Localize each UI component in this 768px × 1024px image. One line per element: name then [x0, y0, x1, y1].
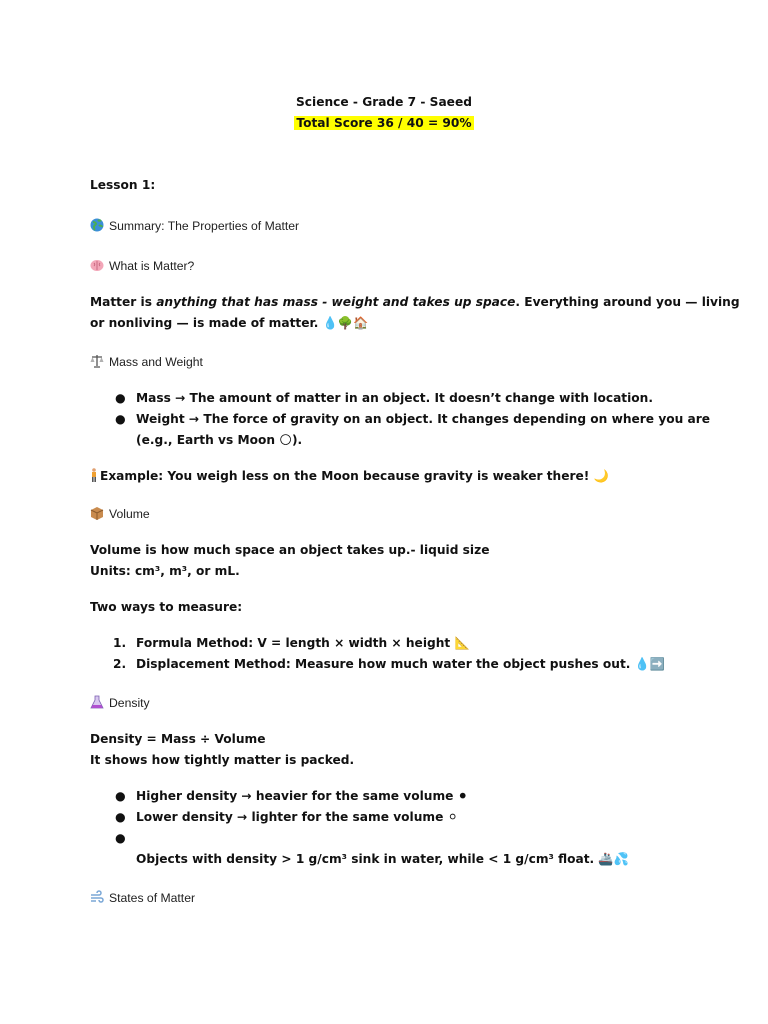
bullet-marker: ●	[115, 789, 126, 803]
lower-density-bullet: Lower density → lighter for the same volume ⚪	[136, 810, 458, 824]
lesson-label: Lesson 1:	[90, 178, 156, 192]
example-line	[90, 466, 609, 487]
volume-heading-text: Volume	[109, 507, 150, 521]
total-score-highlight: Total Score 36 / 40 = 90%	[296, 116, 472, 130]
matter-paragraph-line1	[90, 292, 740, 313]
matter-heading	[90, 256, 194, 277]
weight-bullet-cont: (e.g., Earth vs Moon 🌕).	[136, 433, 303, 447]
density-heading	[90, 693, 150, 714]
bullet-marker: ●	[115, 412, 126, 426]
displacement-method-item: Displacement Method: Measure how much water the object pushes out. 💧➡️	[136, 657, 665, 671]
mass-weight-heading	[90, 352, 203, 373]
list-number: 2.	[113, 657, 127, 671]
higher-density-bullet: Higher density → heavier for the same volume ⚫	[136, 789, 468, 803]
measure-intro: Two ways to measure:	[90, 600, 243, 614]
document-title: Science - Grade 7 - Saeed	[296, 95, 472, 109]
bullet-marker: ●	[115, 831, 126, 845]
volume-definition: Volume is how much space an object takes up.- liquid size	[90, 543, 490, 557]
volume-heading	[90, 504, 150, 525]
package-icon	[90, 506, 104, 520]
density-heading-text: Density	[109, 696, 150, 710]
score-line	[0, 113, 768, 134]
bullet-marker: ●	[115, 391, 126, 405]
matter-p1-start: Matter is	[90, 295, 157, 309]
example-text: Example: You weigh less on the Moon because gravity is weaker there! 🌙	[100, 469, 609, 483]
density-formula: Density = Mass ÷ Volume	[90, 732, 266, 746]
matter-emoji: 💧🌳🏠	[322, 316, 369, 330]
density-explanation: It shows how tightly matter is packed.	[90, 753, 355, 767]
globe-icon	[90, 218, 104, 232]
mass-weight-heading-text: Mass and Weight	[109, 355, 203, 369]
matter-p1-end: . Everything around you — living	[515, 295, 740, 309]
brain-icon	[90, 258, 104, 272]
matter-definition: anything that has mass - weight and takes up space	[156, 295, 516, 309]
volume-units: Units: cm³, m³, or mL.	[90, 564, 240, 578]
bullet-marker: ●	[115, 810, 126, 824]
matter-p2-text: or nonliving — is made of matter.	[90, 316, 319, 330]
matter-paragraph-line2	[90, 313, 368, 334]
mass-bullet: Mass → The amount of matter in an object. It doesn’t change with location.	[136, 391, 653, 405]
balance-scale-icon	[90, 354, 104, 368]
states-heading	[90, 888, 195, 909]
matter-heading-text: What is Matter?	[109, 259, 195, 273]
states-heading-text: States of Matter	[109, 891, 196, 905]
wind-icon	[90, 890, 104, 904]
list-number: 1.	[113, 636, 127, 650]
summary-heading	[90, 216, 299, 237]
summary-text: Summary: The Properties of Matter	[109, 219, 300, 233]
person-standing-icon	[90, 468, 98, 482]
flask-icon	[90, 695, 104, 709]
sink-float-bullet: Objects with density > 1 g/cm³ sink in water, while < 1 g/cm³ float. 🚢💦	[136, 852, 629, 866]
weight-bullet: Weight → The force of gravity on an object. It changes depending on where you are	[136, 412, 711, 426]
formula-method-item: Formula Method: V = length × width × height 📐	[136, 636, 470, 650]
